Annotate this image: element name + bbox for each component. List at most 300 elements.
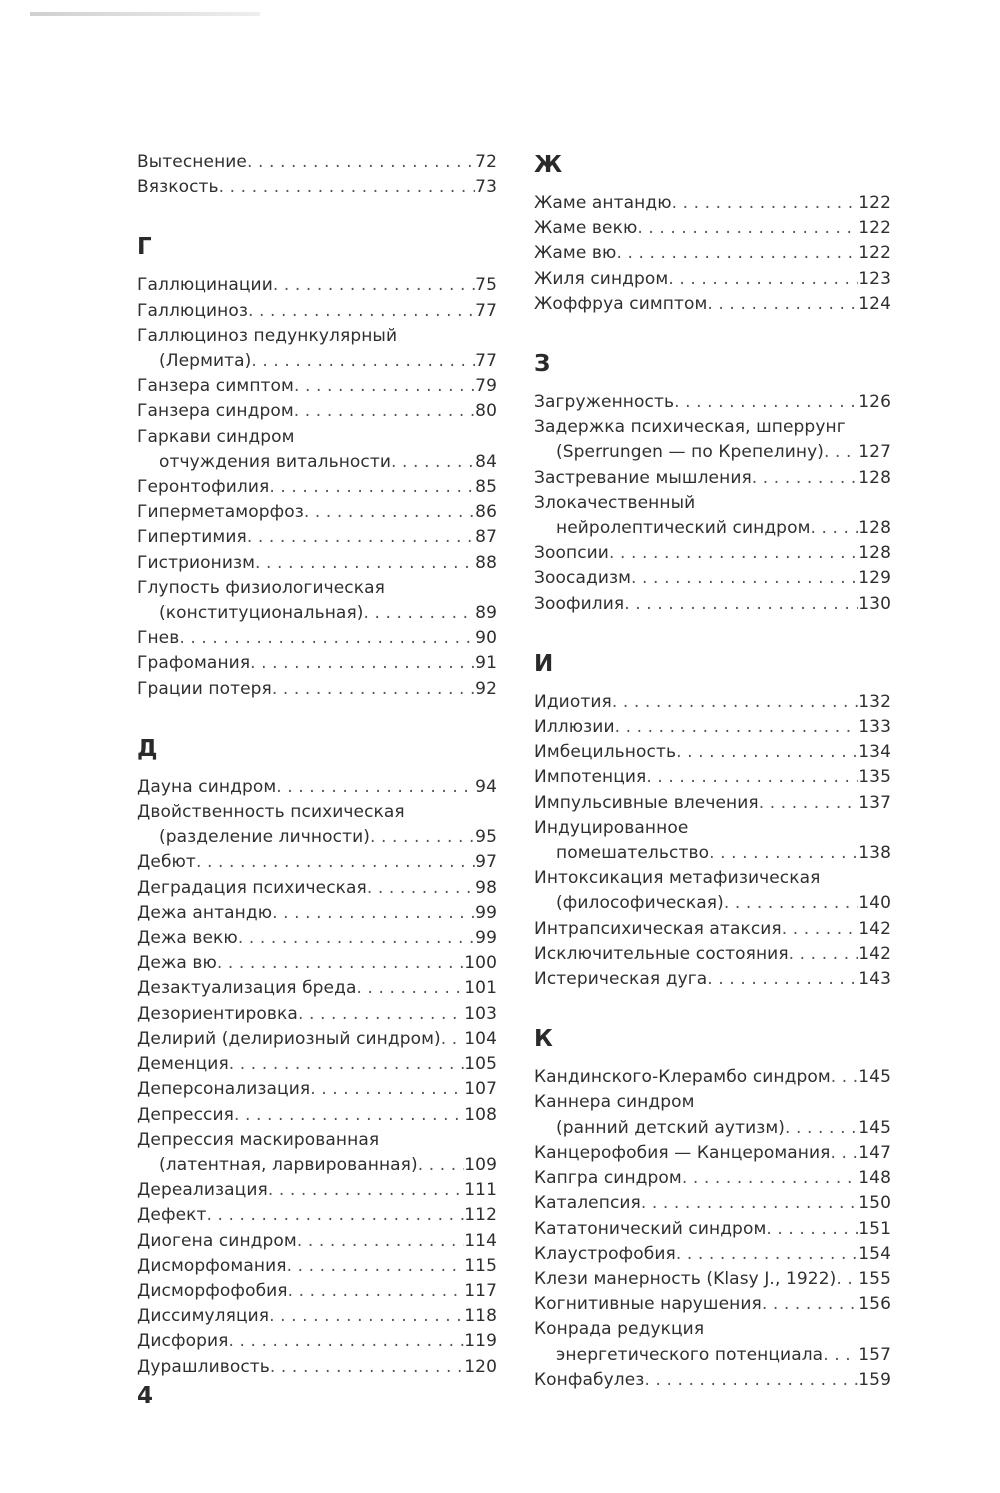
dot-leader <box>370 825 475 850</box>
dot-leader <box>441 1027 464 1052</box>
entry-row <box>534 917 891 942</box>
index-entry[interactable] <box>137 500 497 525</box>
index-entry[interactable] <box>137 951 497 976</box>
index-section <box>137 734 497 1380</box>
entry-title-first-line: Гаркави синдром <box>137 426 295 447</box>
entry-title-first-line: Интоксикация метафизическая <box>534 868 821 889</box>
entry-title-first-line: Каннера синдром <box>534 1092 695 1113</box>
entry-row <box>137 475 497 500</box>
entry-title: Канцерофобия — Канцеромания <box>534 1142 831 1163</box>
dot-leader <box>270 1355 464 1380</box>
index-entry[interactable] <box>137 800 497 850</box>
index-entry[interactable] <box>137 1128 497 1178</box>
dot-leader <box>269 1304 464 1329</box>
dot-leader <box>247 525 475 550</box>
dot-leader <box>609 541 858 566</box>
index-entry[interactable] <box>534 1090 891 1140</box>
index-section <box>534 349 891 617</box>
entry-title: Гнев <box>137 628 180 649</box>
entry-page-number: 128 <box>858 518 891 539</box>
index-entry[interactable] <box>137 1103 497 1128</box>
index-entry[interactable] <box>137 1052 497 1077</box>
entry-page-number: 145 <box>858 1117 891 1138</box>
index-entry[interactable] <box>534 292 891 317</box>
entry-row <box>534 241 891 266</box>
entry-title: (Лермита) <box>159 351 252 372</box>
dot-leader <box>676 740 858 765</box>
entry-title: энергетического потенциала <box>556 1344 824 1365</box>
entry-page-number: 122 <box>858 193 891 213</box>
entry-row <box>137 1002 497 1027</box>
entry-page-number: 98 <box>475 877 497 898</box>
entry-title: Геронтофилия <box>137 477 270 498</box>
index-entry[interactable] <box>137 1329 497 1354</box>
index-entry[interactable] <box>137 651 497 676</box>
dot-leader <box>288 1279 465 1304</box>
index-entry[interactable] <box>137 1279 497 1304</box>
entry-title: Дежа антандю <box>137 902 273 923</box>
dot-leader <box>418 1153 465 1178</box>
entry-title: Клези манерность (Klasy J., 1922) <box>534 1268 837 1289</box>
index-entry[interactable] <box>137 273 497 298</box>
entry-row <box>137 850 497 875</box>
entry-page-number: 111 <box>464 1180 497 1201</box>
entry-page-number: 159 <box>858 1369 891 1390</box>
index-entry[interactable] <box>137 475 497 500</box>
entry-title-first-line: Депрессия маскированная <box>137 1129 380 1150</box>
entry-title: Застревание мышления <box>534 467 752 488</box>
entry-row <box>534 942 891 967</box>
dot-leader <box>251 349 475 374</box>
index-entry[interactable] <box>137 576 497 626</box>
index-entry[interactable] <box>137 926 497 951</box>
entry-row <box>534 191 891 216</box>
entry-title-first-line: Индуцированное <box>534 817 689 838</box>
entry-page-number: 109 <box>464 1154 497 1175</box>
dot-leader <box>294 399 475 424</box>
dot-leader <box>709 841 858 866</box>
entry-row <box>137 1103 497 1128</box>
index-section <box>137 150 497 200</box>
entry-page-number: 95 <box>475 827 497 848</box>
entry-title: Иллюзии <box>534 717 615 738</box>
index-entry[interactable] <box>534 1191 891 1216</box>
dot-leader <box>724 891 858 916</box>
dot-leader <box>255 551 475 576</box>
index-entry[interactable] <box>534 592 891 617</box>
entry-title-first-line: Глупость физиологическая <box>137 577 385 598</box>
entry-title: (Sperrungen — по Крепелину) <box>556 442 824 463</box>
index-entry[interactable] <box>534 942 891 967</box>
dot-leader <box>637 216 858 241</box>
index-entry[interactable] <box>137 175 497 200</box>
entry-title: Зоофилия <box>534 593 625 614</box>
entry-row <box>137 926 497 951</box>
entry-row <box>137 150 497 175</box>
index-entry[interactable] <box>137 1355 497 1380</box>
index-entry[interactable] <box>534 715 891 740</box>
entry-title: Жаме вю <box>534 243 617 264</box>
entry-title: Галлюциноз <box>137 300 249 321</box>
dot-leader <box>682 1166 858 1191</box>
dot-leader <box>766 1217 858 1242</box>
index-entry[interactable] <box>534 191 891 216</box>
entry-row <box>534 440 891 465</box>
dot-leader <box>615 715 859 740</box>
entry-title: Деградация психическая <box>137 877 367 898</box>
entry-page-number: 122 <box>858 218 891 239</box>
dot-leader <box>179 626 475 651</box>
entry-page-number: 138 <box>858 843 891 864</box>
entry-page-number: 101 <box>464 978 497 999</box>
entry-title: Дефект <box>137 1205 207 1226</box>
index-column-left <box>137 150 497 1380</box>
entry-title: Истерическая дуга <box>534 969 708 990</box>
index-entry[interactable] <box>534 241 891 266</box>
entry-title: (разделение личности) <box>159 827 370 848</box>
index-entry[interactable] <box>534 967 891 992</box>
entry-row <box>137 677 497 702</box>
dot-leader <box>823 1343 858 1368</box>
entry-page-number: 115 <box>464 1255 497 1276</box>
entry-page-number: 145 <box>858 1067 891 1088</box>
entry-row <box>534 466 891 491</box>
entry-title: Дебют <box>137 852 196 873</box>
entry-page-number: 128 <box>858 543 891 564</box>
dot-leader <box>196 850 475 875</box>
dot-leader <box>624 592 858 617</box>
entry-row <box>534 1141 891 1166</box>
entry-row <box>137 1279 497 1304</box>
index-entry[interactable] <box>137 299 497 324</box>
dot-leader <box>294 374 475 399</box>
dot-leader <box>391 450 475 475</box>
dot-leader <box>229 1052 464 1077</box>
entry-row <box>534 1292 891 1317</box>
index-entry[interactable] <box>534 541 891 566</box>
entry-page-number: 85 <box>475 477 497 498</box>
section-letter-heading: К <box>534 1026 553 1053</box>
entry-row <box>137 500 497 525</box>
entry-title: Загруженность <box>534 392 675 413</box>
entry-row <box>137 349 497 374</box>
section-letter-heading: Д <box>137 735 158 762</box>
entry-row <box>137 175 497 200</box>
entry-title-first-line: Галлюциноз педункулярный <box>137 325 398 346</box>
index-entry[interactable] <box>534 765 891 790</box>
entry-page-number: 128 <box>858 467 891 488</box>
dot-leader <box>364 601 476 626</box>
entry-row <box>137 1077 497 1102</box>
entry-title: Дежа вю <box>137 953 217 974</box>
entry-page-number: 97 <box>475 852 497 873</box>
index-entry[interactable] <box>137 399 497 424</box>
entry-page-number: 151 <box>858 1218 891 1239</box>
index-entry[interactable] <box>534 740 891 765</box>
entry-page-number: 77 <box>475 351 497 372</box>
dot-leader <box>830 1141 858 1166</box>
entry-title: Ганзера синдром <box>137 401 294 422</box>
index-entry[interactable] <box>137 677 497 702</box>
index-entry[interactable] <box>137 1178 497 1203</box>
entry-row <box>137 374 497 399</box>
index-entry[interactable] <box>137 425 497 475</box>
entry-row <box>534 1267 891 1292</box>
entry-row <box>534 1166 891 1191</box>
entry-row <box>534 740 891 765</box>
index-entry[interactable] <box>534 1217 891 1242</box>
entry-page-number: 119 <box>464 1331 497 1352</box>
entry-title: Дурашливость <box>137 1356 270 1377</box>
entry-page-number: 148 <box>858 1168 891 1189</box>
entry-title: Делирий (делириозный синдром) <box>137 1028 441 1049</box>
dot-leader <box>304 500 475 525</box>
entry-title: Конфабулез <box>534 1369 645 1390</box>
entry-page-number: 142 <box>858 943 891 964</box>
index-entry[interactable] <box>137 775 497 800</box>
entry-page-number: 86 <box>475 502 497 523</box>
entry-title: Дезактуализация бреда <box>137 978 357 999</box>
index-entry[interactable] <box>534 1166 891 1191</box>
entry-page-number: 112 <box>464 1205 497 1226</box>
entry-page-number: 134 <box>858 742 891 763</box>
index-entry[interactable] <box>534 566 891 591</box>
index-entry[interactable] <box>137 525 497 550</box>
dot-leader <box>356 976 464 1001</box>
index-entry[interactable] <box>137 1077 497 1102</box>
index-entry[interactable] <box>534 1368 891 1393</box>
dot-leader <box>367 876 475 901</box>
index-entry[interactable] <box>137 1229 497 1254</box>
index-entry[interactable] <box>534 415 891 465</box>
dot-leader <box>668 267 858 292</box>
entry-page-number: 92 <box>475 678 497 699</box>
dot-leader <box>612 690 858 715</box>
index-entry[interactable] <box>534 491 891 541</box>
index-entry[interactable] <box>534 1065 891 1090</box>
index-entry[interactable] <box>534 1242 891 1267</box>
entry-title: (латентная, ларвированная) <box>159 1154 418 1175</box>
index-entry[interactable] <box>534 1267 891 1292</box>
entry-page-number: 91 <box>475 653 497 674</box>
index-entry[interactable] <box>534 690 891 715</box>
entry-title: Деменция <box>137 1054 229 1075</box>
section-letter-heading: З <box>534 351 551 378</box>
index-entry[interactable] <box>534 466 891 491</box>
index-entry[interactable] <box>534 390 891 415</box>
entry-page-number: 157 <box>858 1344 891 1365</box>
entry-title: Диогена синдром <box>137 1230 297 1251</box>
entry-title: Кандинского-Клерамбо синдром <box>534 1067 831 1088</box>
section-letter-heading: Ж <box>534 152 563 178</box>
entry-page-number: 99 <box>475 928 497 949</box>
entry-row <box>137 1178 497 1203</box>
index-entry[interactable] <box>534 791 891 816</box>
dot-leader <box>646 765 858 790</box>
entry-row <box>534 891 891 916</box>
dot-leader <box>238 926 475 951</box>
entry-row <box>137 1329 497 1354</box>
entry-title: Интрапсихическая атаксия <box>534 918 782 939</box>
entry-row <box>534 541 891 566</box>
entry-page-number: 105 <box>464 1054 497 1075</box>
index-entry[interactable] <box>137 626 497 651</box>
dot-leader <box>785 1116 858 1141</box>
dot-leader <box>268 1178 464 1203</box>
entry-page-number: 137 <box>858 792 891 813</box>
entry-row <box>534 1368 891 1393</box>
entry-title: Вязкость <box>137 177 219 198</box>
index-entry[interactable] <box>534 216 891 241</box>
entry-row <box>534 1217 891 1242</box>
entry-page-number: 94 <box>475 776 497 797</box>
entry-title-first-line: Конрада редукция <box>534 1319 705 1340</box>
dot-leader <box>762 1292 858 1317</box>
index-entry[interactable] <box>137 1203 497 1228</box>
entry-title: Дежа векю <box>137 928 238 949</box>
dot-leader <box>641 1191 858 1216</box>
dot-leader <box>310 1077 464 1102</box>
index-entry[interactable] <box>137 1002 497 1027</box>
entry-row <box>137 1254 497 1279</box>
index-entry[interactable] <box>137 324 497 374</box>
entry-title: (конституциональная) <box>159 603 364 624</box>
index-entry[interactable] <box>137 150 497 175</box>
entry-row <box>534 216 891 241</box>
index-section <box>534 1024 891 1393</box>
index-entry[interactable] <box>534 1317 891 1367</box>
index-entry[interactable] <box>534 1292 891 1317</box>
entry-page-number: 103 <box>464 1003 497 1024</box>
entry-title: Идиотия <box>534 691 612 712</box>
entry-title: Гипертимия <box>137 527 247 548</box>
entry-title: нейролептический синдром <box>556 518 811 539</box>
entry-page-number: 118 <box>464 1306 497 1327</box>
index-entry[interactable] <box>534 866 891 916</box>
entry-title: Зоосадизм <box>534 568 632 589</box>
entry-page-number: 123 <box>858 268 891 289</box>
index-column-right <box>534 150 891 1393</box>
entry-title: Дезориентировка <box>137 1003 298 1024</box>
index-entry[interactable] <box>137 976 497 1001</box>
index-section <box>534 150 891 317</box>
entry-row <box>137 1027 497 1052</box>
entry-title: Гистрионизм <box>137 552 256 573</box>
entry-page-number: 127 <box>858 442 891 463</box>
entry-page-number: 155 <box>858 1268 891 1289</box>
entry-title-first-line: Злокачественный <box>534 492 696 513</box>
entry-row <box>137 273 497 298</box>
index-entry[interactable] <box>137 551 497 576</box>
entry-page-number: 99 <box>475 902 497 923</box>
entry-page-number: 108 <box>464 1104 497 1125</box>
dot-leader <box>759 791 858 816</box>
dot-leader <box>644 1368 858 1393</box>
dot-leader <box>836 1267 858 1292</box>
entry-page-number: 114 <box>464 1230 497 1251</box>
dot-leader <box>672 191 859 216</box>
index-entry[interactable] <box>137 901 497 926</box>
entry-page-number: 156 <box>858 1294 891 1315</box>
entry-row <box>137 1229 497 1254</box>
entry-title: Клаустрофобия <box>534 1243 676 1264</box>
entry-page-number: 143 <box>858 969 891 990</box>
dot-leader <box>269 475 475 500</box>
entry-title: Ганзера симптом <box>137 376 294 397</box>
entry-title: Когнитивные нарушения <box>534 1294 762 1315</box>
index-entry[interactable] <box>137 1027 497 1052</box>
index-entry[interactable] <box>534 917 891 942</box>
entry-title: Галлюцинации <box>137 275 273 296</box>
entry-title: Импотенция <box>534 767 647 788</box>
entry-row <box>137 825 497 850</box>
dot-leader <box>273 273 475 298</box>
index-entry[interactable] <box>534 816 891 866</box>
index-entry[interactable] <box>534 267 891 292</box>
entry-title: Жаме векю <box>534 218 638 239</box>
entry-page-number: 100 <box>464 953 497 974</box>
entry-title: Дисморфофобия <box>137 1280 288 1301</box>
entry-row <box>137 551 497 576</box>
entry-page-number: 132 <box>858 691 891 712</box>
index-entry[interactable] <box>137 876 497 901</box>
index-entry[interactable] <box>137 850 497 875</box>
entry-row <box>534 390 891 415</box>
index-entry[interactable] <box>137 374 497 399</box>
index-section <box>137 232 497 701</box>
entry-page-number: 154 <box>858 1243 891 1264</box>
entry-page-number: 140 <box>858 893 891 914</box>
entry-title: Гиперметаморфоз <box>137 502 304 523</box>
dot-leader <box>207 1203 465 1228</box>
index-entry[interactable] <box>137 1304 497 1329</box>
entry-title: Дисморфомания <box>137 1255 287 1276</box>
entry-row <box>137 651 497 676</box>
entry-row <box>137 1203 497 1228</box>
entry-title: Зоопсии <box>534 543 609 564</box>
dot-leader <box>287 1254 465 1279</box>
index-entry[interactable] <box>534 1141 891 1166</box>
dot-leader <box>272 901 475 926</box>
dot-leader <box>247 150 475 175</box>
index-entry[interactable] <box>137 1254 497 1279</box>
dot-leader <box>752 466 858 491</box>
entry-page-number: 87 <box>475 527 497 548</box>
entry-title: Графомания <box>137 653 251 674</box>
entry-page-number: 75 <box>475 275 497 296</box>
entry-page-number: 80 <box>475 401 497 422</box>
entry-title: Жоффруа симптом <box>534 293 708 314</box>
entry-row <box>534 516 891 541</box>
entry-row <box>534 1116 891 1141</box>
entry-row <box>137 299 497 324</box>
entry-row <box>137 951 497 976</box>
entry-row <box>137 1153 497 1178</box>
entry-title: (ранний детский аутизм) <box>556 1117 786 1138</box>
entry-page-number: 129 <box>858 568 891 589</box>
dot-leader <box>824 440 858 465</box>
entry-row <box>137 525 497 550</box>
entry-row <box>137 976 497 1001</box>
entry-title: Импульсивные влечения <box>534 792 759 813</box>
entry-row <box>534 1343 891 1368</box>
entry-title: Капгра синдром <box>534 1168 682 1189</box>
entry-title: Дереализация <box>137 1180 268 1201</box>
entry-title: (философическая) <box>556 893 724 914</box>
entry-page-number: 135 <box>858 767 891 788</box>
entry-title: Грации потеря <box>137 678 272 699</box>
entry-row <box>137 601 497 626</box>
